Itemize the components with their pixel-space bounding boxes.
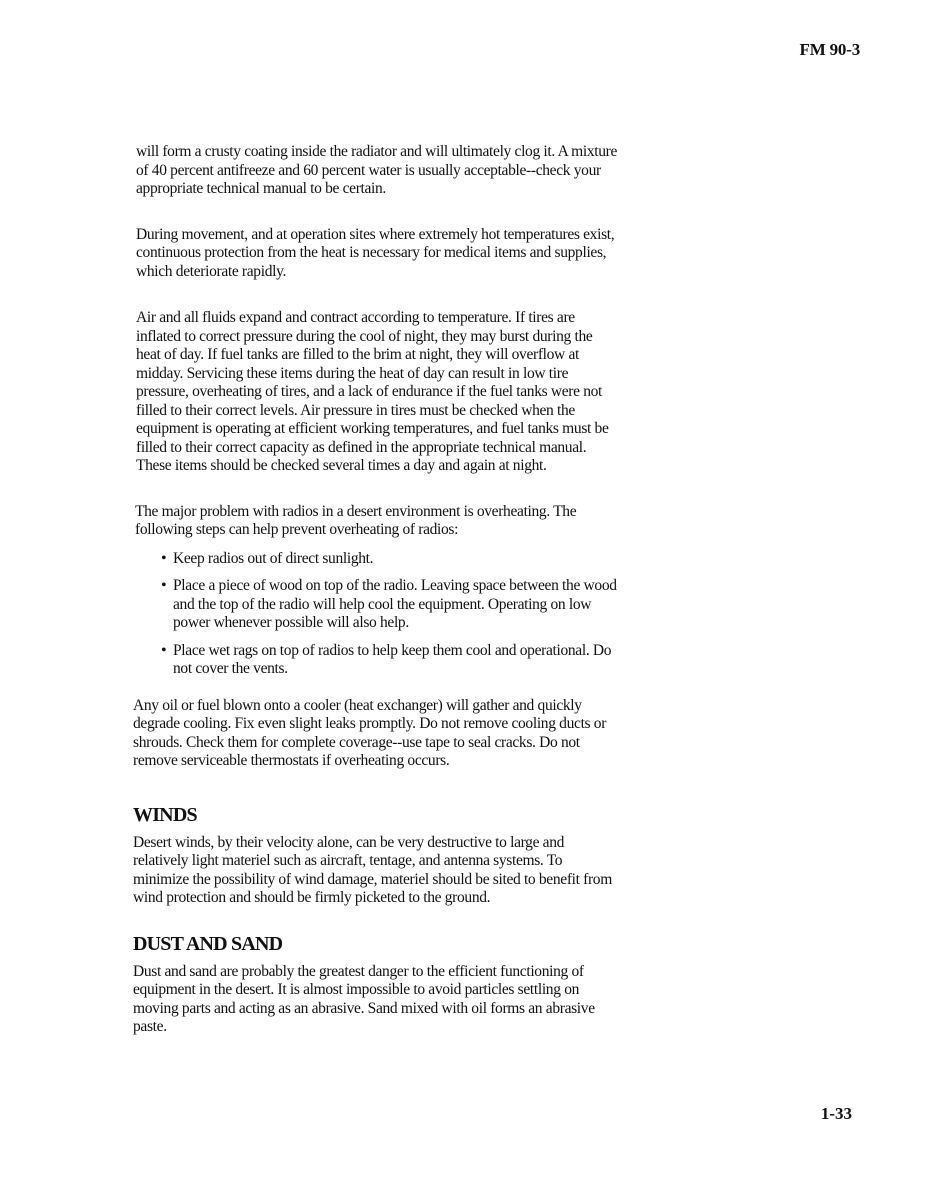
page-content bbox=[133, 143, 633, 1037]
paragraph-cooler-leaks: Any oil or fuel blown onto a cooler (heat exchanger) will gather and quickly degrade cooling. Fix even slight leaks promptly. Do not remove cooling ducts or shrouds. Check them for complete coverage--use tape to seal cracks. Do not remove serviceable thermostats if overheating occurs. bbox=[133, 696, 607, 769]
paragraph-radios-overheating: The major problem with radios in a desert environment is overheating. The following steps can help prevent overheating of radios: bbox=[135, 502, 577, 538]
list-item bbox=[161, 577, 631, 633]
bullet-icon: • bbox=[161, 577, 167, 594]
bullet-icon: • bbox=[161, 641, 167, 659]
list-item bbox=[161, 550, 631, 569]
list-item-text: Place wet rags on top of radios to help keep them cool and operational. Do not cover the vents. bbox=[173, 641, 612, 677]
bullet-icon: • bbox=[161, 549, 167, 567]
paragraph-dust-and-sand: Dust and sand are probably the greatest danger to the efficient functioning of equipment in the desert. It is almost impossible to avoid particles settling on moving parts and acting as an abrasive. Sand mixed with oil forms an abrasive paste. bbox=[133, 962, 595, 1035]
radio-steps-list bbox=[161, 550, 631, 679]
paragraph-fluids-expansion: Air and all fluids expand and contract according to temperature. If tires are inflated to correct pressure during the cool of night, they may burst during the heat of day. If fuel tanks are filled to the brim at night, they will overflow at midday. Servicing these items during the heat of day can result in low tire pressure, overheating of tires, and a lack of endurance if the fuel tanks were not filled to their correct levels. Air pressure in tires must be checked when the equipment is operating at efficient working temperatures, and fuel tanks must be filled to their correct capacity as defined in the appropriate technical manual. These items should be checked several times a day and again at night. bbox=[136, 309, 609, 474]
section-heading-winds: WINDS bbox=[133, 803, 197, 826]
list-item-text: Keep radios out of direct sunlight. bbox=[173, 549, 374, 567]
document-id-header: FM 90-3 bbox=[799, 40, 860, 59]
list-item bbox=[161, 642, 631, 679]
page-number: 1-33 bbox=[820, 1104, 852, 1123]
paragraph-radiator-coolant: will form a crusty coating inside the radiator and will ultimately clog it. A mixture of 40 percent antifreeze and 60 percent water is usually acceptable--check your appropriate technical manual to be certain. bbox=[136, 143, 618, 197]
section-heading-dust-and-sand: DUST AND SAND bbox=[133, 932, 283, 955]
paragraph-winds: Desert winds, by their velocity alone, can be very destructive to large and relatively light materiel such as aircraft, tentage, and antenna systems. To minimize the possibility of wind damage, materiel should be sited to benefit from wind protection and should be firmly picketed to the ground. bbox=[133, 833, 612, 906]
paragraph-medical-supplies: During movement, and at operation sites where extremely hot temperatures exist, continuous protection from the heat is necessary for medical items and supplies, which deteriorate rapidly. bbox=[136, 225, 615, 280]
list-item-text: Place a piece of wood on top of the radio. Leaving space between the wood and the top of the radio will help cool the equipment. Operating on low power whenever possible will also help. bbox=[173, 577, 617, 631]
